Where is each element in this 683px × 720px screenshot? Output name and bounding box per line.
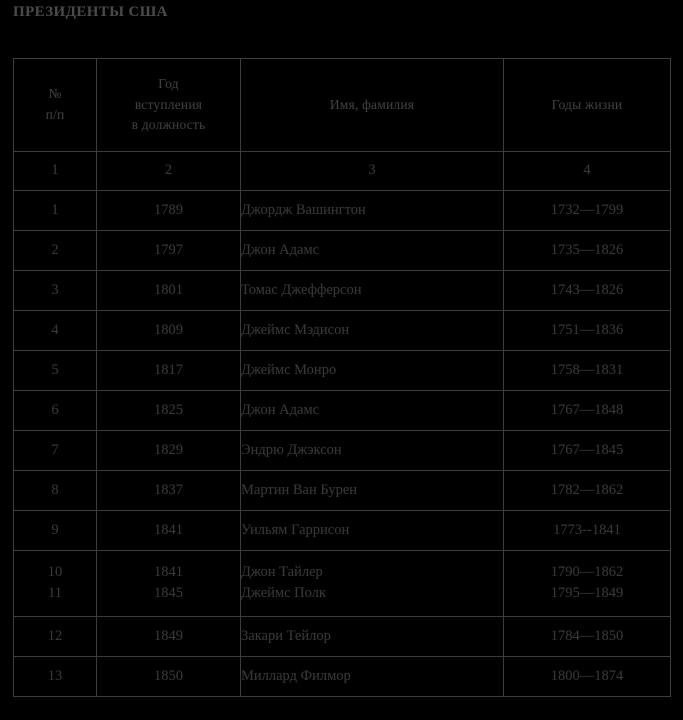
header-number-line-2: п/п [45,107,65,122]
cell-name: Джеймс Монро [241,351,504,391]
cell-year: 1849 [97,617,241,657]
cell-life-years: 1732—1799 [504,191,671,231]
cell-year: 1817 [97,351,241,391]
header-row [14,59,671,152]
cell-name: Джеймс Мэдисон [241,311,504,351]
header-life-line-1: Годы жизни [551,96,623,112]
table-row [14,471,671,511]
table-row [14,511,671,551]
cell-life-years: 1743—1826 [504,271,671,311]
table-row [14,391,671,431]
cell-number: 13 [14,657,97,697]
cell-name: Уильям Гаррисон [241,511,504,551]
cell-year: 1841 [97,511,241,551]
cell-name: Джон Адамс [241,391,504,431]
cell-name: Томас Джефферсон [241,271,504,311]
cell-number: 9 [14,511,97,551]
cell-number: 10 [14,551,97,585]
cell-number: 2 [14,231,97,271]
table-row [14,271,671,311]
header-year-line-2: вступления [134,96,203,112]
table-row [14,617,671,657]
column-number-2: 2 [97,152,241,191]
table-row [14,351,671,391]
cell-life-years: 1767—1848 [504,391,671,431]
cell-name: Закари Тейлор [241,617,504,657]
cell-number: 7 [14,431,97,471]
cell-year: 1789 [97,191,241,231]
cell-name: Джон Адамс [241,231,504,271]
cell-year: 1797 [97,231,241,271]
page-title: ПРЕЗИДЕНТЫ США [13,4,168,20]
header-name-line-1: Имя, фамилия [329,96,415,112]
cell-number: 8 [14,471,97,511]
column-number-4: 4 [504,152,671,191]
header-number-line-1: № [48,86,62,102]
table-row [14,311,671,351]
cell-number: 3 [14,271,97,311]
cell-year: 1841 [97,551,241,585]
cell-number: 12 [14,617,97,657]
cell-name: Джеймс Полк [241,584,504,617]
cell-year: 1850 [97,657,241,697]
table-row [14,584,671,617]
cell-life-years: 1773--1841 [504,511,671,551]
table-row [14,231,671,271]
cell-name: Эндрю Джэксон [241,431,504,471]
cell-life-years: 1784—1850 [504,617,671,657]
cell-life-years: 1751—1836 [504,311,671,351]
cell-year: 1837 [97,471,241,511]
presidents-table [13,58,671,697]
cell-life-years: 1790—1862 [504,551,671,585]
column-header-inauguration-year [97,59,241,152]
table-body [14,152,671,697]
table-row [14,191,671,231]
column-header-life-years [504,59,671,152]
cell-name: Джон Тайлер [241,551,504,585]
cell-life-years: 1800—1874 [504,657,671,697]
table-row [14,551,671,585]
cell-year: 1809 [97,311,241,351]
table-row [14,431,671,471]
cell-number: 6 [14,391,97,431]
cell-name: Джордж Вашингтон [241,191,504,231]
cell-number: 5 [14,351,97,391]
column-number-3: 3 [241,152,504,191]
cell-life-years: 1758—1831 [504,351,671,391]
table-row [14,657,671,697]
column-header-number [14,59,97,152]
cell-number: 1 [14,191,97,231]
cell-year: 1829 [97,431,241,471]
cell-number: 11 [14,584,97,617]
cell-name: Мартин Ван Бурен [241,471,504,511]
cell-year: 1825 [97,391,241,431]
cell-name: Миллард Филмор [241,657,504,697]
header-year-line-1: Год [158,75,179,91]
cell-life-years: 1735—1826 [504,231,671,271]
cell-number: 4 [14,311,97,351]
presidents-table-container [13,58,670,697]
column-header-name [241,59,504,152]
column-number-1: 1 [14,152,97,191]
cell-life-years: 1795—1849 [504,584,671,617]
cell-life-years: 1782—1862 [504,471,671,511]
table-header [14,59,671,152]
cell-life-years: 1767—1845 [504,431,671,471]
column-number-row [14,152,671,191]
cell-year: 1801 [97,271,241,311]
header-year-line-3: в должность [131,117,206,133]
cell-year: 1845 [97,584,241,617]
